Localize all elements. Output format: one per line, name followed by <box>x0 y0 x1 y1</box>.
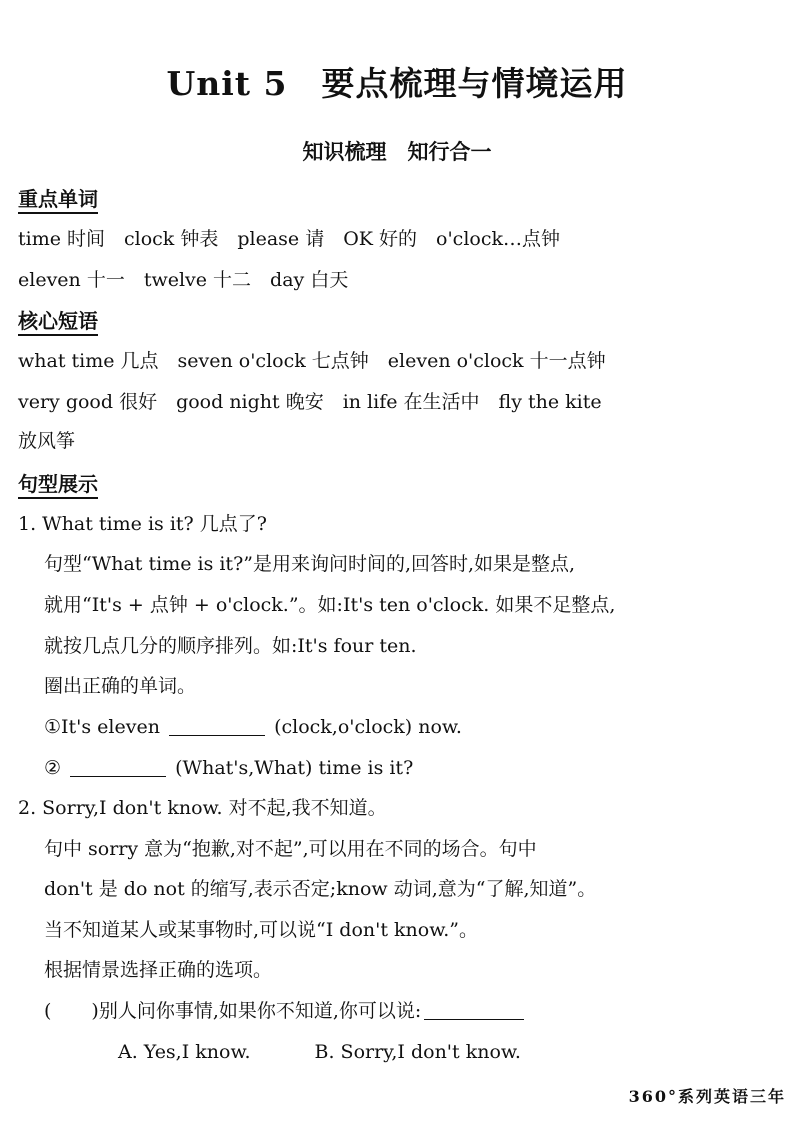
item-2-heading: 2. Sorry,I don't know. 对不起,我不知道。 <box>18 797 387 819</box>
item-1-explanation-2: 就用“It's + 点钟 + o'clock.”。如:It's ten o'clock. 如果不足整点, <box>44 594 616 616</box>
item-1-heading: 1. What time is it? 几点了? <box>18 513 267 535</box>
key-words-line-2: eleven 十一 twelve 十二 day 白天 <box>18 269 349 291</box>
section-heading-core-phrases: 核心短语 <box>18 309 98 336</box>
page-title: Unit 5 要点梳理与情境运用 <box>166 64 628 103</box>
question-1-prefix: ①It's eleven <box>44 716 160 738</box>
item-2-explanation-2: don't 是 do not 的缩写,表示否定;know 动词,意为“了解,知道”。 <box>44 878 597 900</box>
section-heading-key-words: 重点单词 <box>18 187 98 214</box>
item-1-question-2 <box>44 755 413 781</box>
core-phrases-line-2: very good 很好 good night 晚安 in life 在生活中 fly the kite <box>18 391 602 413</box>
core-phrases-line-3: 放风筝 <box>18 430 76 452</box>
answer-paren-open: ( <box>44 1000 52 1022</box>
item-2-explanation-1: 句中 sorry 意为“抱歉,对不起”,可以用在不同的场合。句中 <box>44 838 537 860</box>
item-2-options <box>118 1039 521 1065</box>
question-1-suffix: (clock,o'clock) now. <box>274 716 462 738</box>
item-2-task: 根据情景选择正确的选项。 <box>44 959 273 981</box>
item-1-question-1 <box>44 714 462 740</box>
question-2-prefix: ② <box>44 757 62 779</box>
option-a: A. Yes,I know. <box>118 1041 251 1063</box>
option-b: B. Sorry,I don't know. <box>314 1041 521 1063</box>
item-1-task: 圈出正确的单词。 <box>44 675 197 697</box>
page-footer: 360°系列英语三年 <box>628 1087 786 1106</box>
answer-blank-1[interactable] <box>169 715 265 736</box>
key-words-line-1: time 时间 clock 钟表 please 请 OK 好的 o'clock…点钟 <box>18 228 560 250</box>
section-heading-sentence-patterns: 句型展示 <box>18 472 98 499</box>
core-phrases-line-1: what time 几点 seven o'clock 七点钟 eleven o'clock 十一点钟 <box>18 350 606 372</box>
answer-blank-3[interactable] <box>424 999 524 1020</box>
item-1-explanation-1: 句型“What time is it?”是用来询问时间的,回答时,如果是整点, <box>44 553 576 575</box>
answer-blank-2[interactable] <box>70 756 166 777</box>
item-2-explanation-3: 当不知道某人或某事物时,可以说“I don't know.”。 <box>44 919 478 941</box>
item-2-choice-question <box>44 998 527 1024</box>
question-2-suffix: (What's,What) time is it? <box>175 757 414 779</box>
answer-paren-close: ) <box>91 1000 99 1022</box>
item-1-explanation-3: 就按几点几分的顺序排列。如:It's four ten. <box>44 635 417 657</box>
page-subtitle: 知识梳理 知行合一 <box>302 139 492 164</box>
choice-question-text: 别人问你事情,如果你不知道,你可以说: <box>98 1000 422 1022</box>
